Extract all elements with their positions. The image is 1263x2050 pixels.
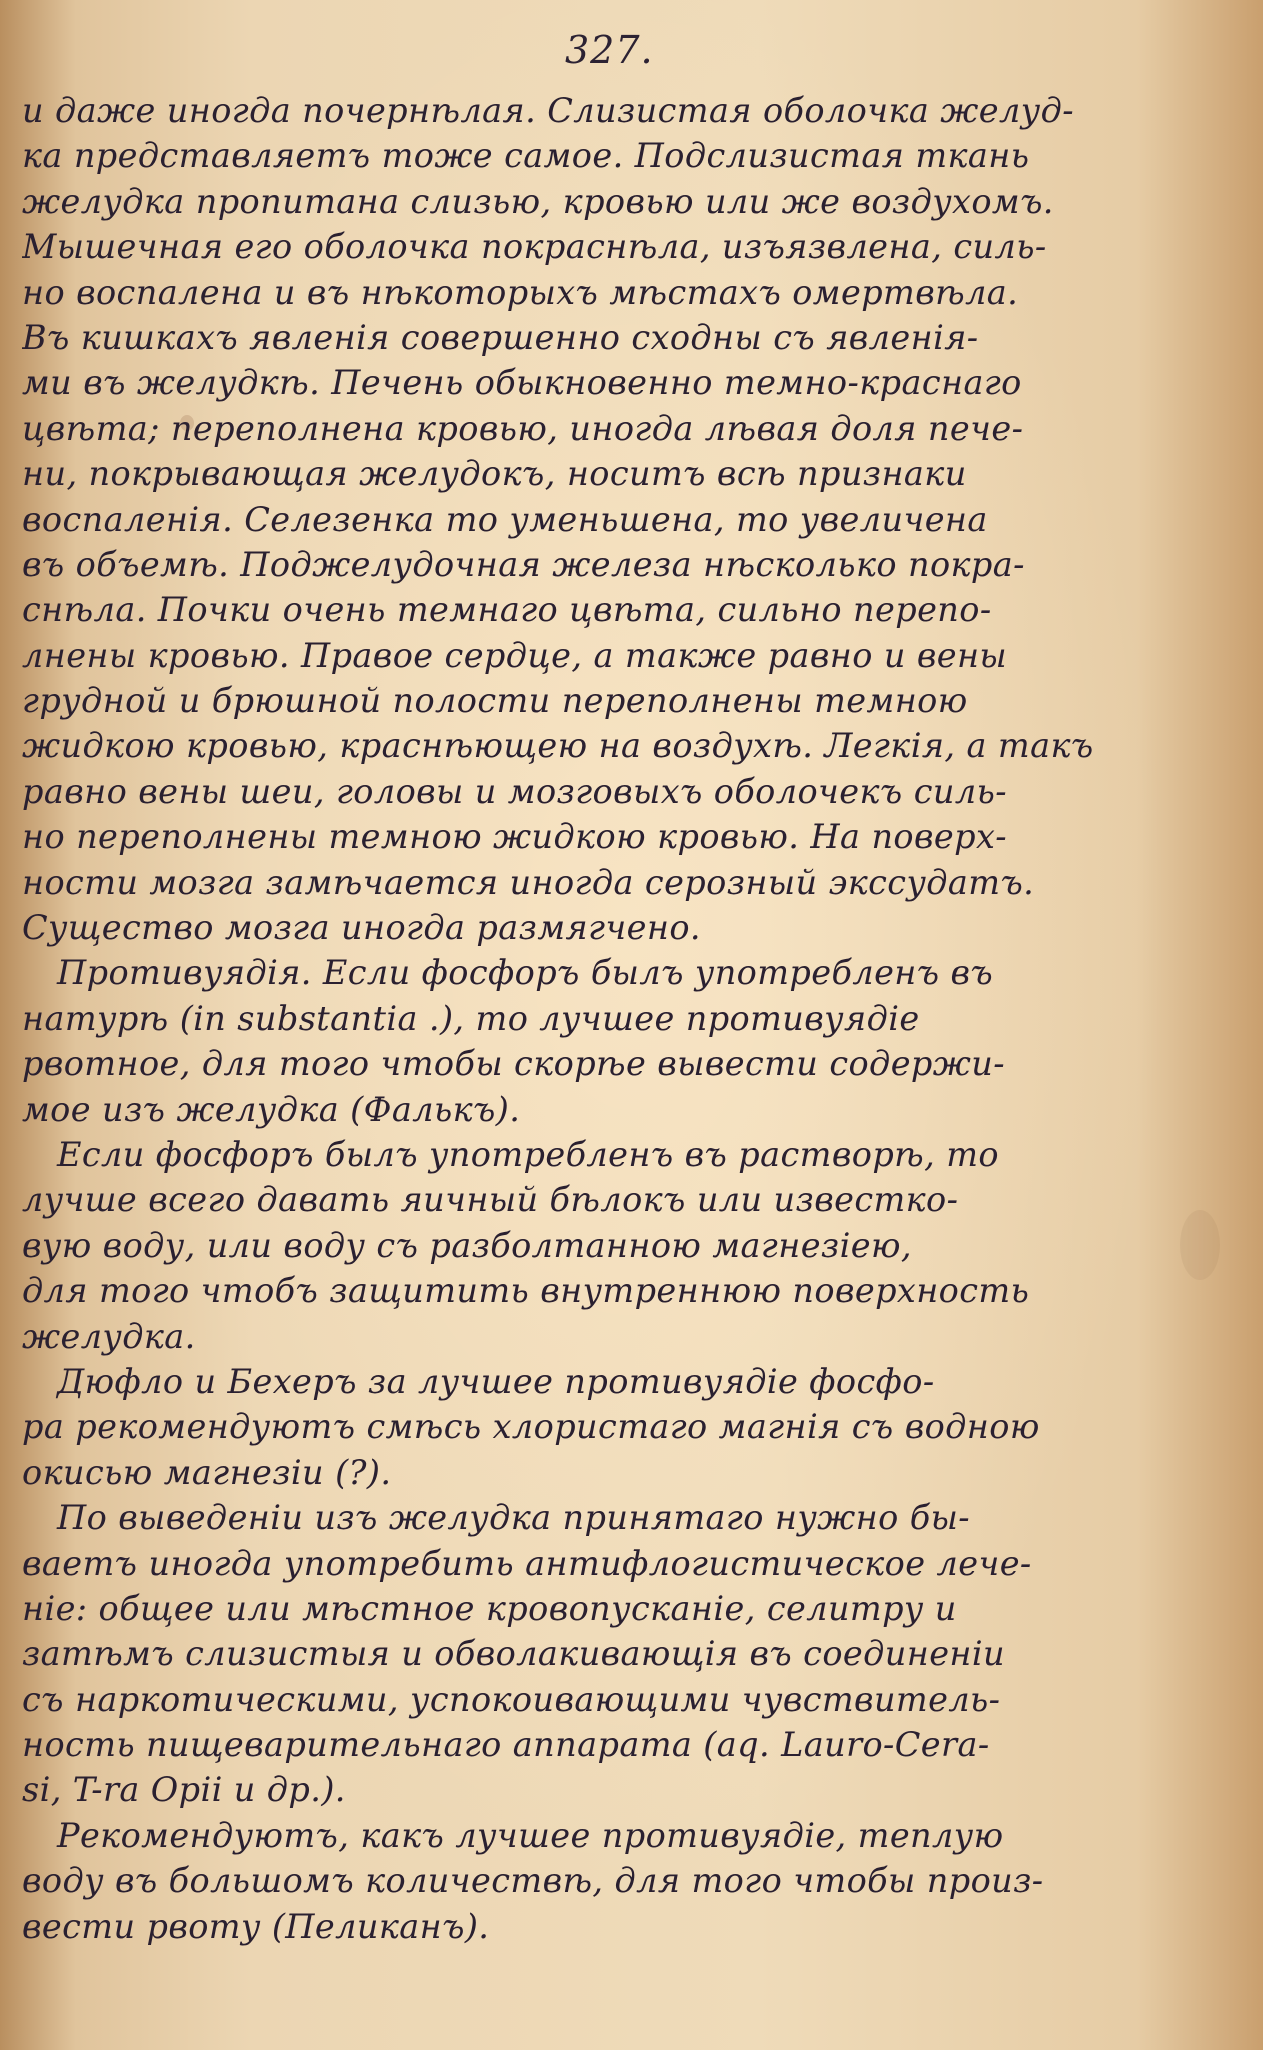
text-line: желудка. [22, 1316, 196, 1356]
text-line: ка представляетъ тоже самое. Подслизистая ткань [22, 136, 1030, 176]
text-line: ность пищеварительнаго аппарата (aq. Lauro-Cera- [22, 1725, 990, 1765]
text-line: вести рвоту (Пеликанъ). [22, 1906, 490, 1946]
text-line: Въ кишкахъ явленія совершенно сходны съ явленія- [22, 317, 979, 357]
text-line: но воспалена и въ нѣкоторыхъ мѣстахъ омертвѣла. [22, 272, 1019, 312]
text-line: ра рекомендуютъ смѣсь хлористаго магнія съ водною [22, 1407, 1040, 1447]
text-line: грудной и брюшной полости переполнены темною [22, 681, 968, 721]
text-line: равно вены шеи, головы и мозговыхъ оболочекъ силь- [22, 771, 1007, 811]
text-line: воду въ большомъ количествѣ, для того чтобы произ- [22, 1861, 1044, 1901]
text-line: съ наркотическими, успокоивающими чувствитель- [22, 1679, 1001, 1719]
text-line: вую воду, или воду съ разболтанною магнезіею, [22, 1225, 912, 1265]
text-line: Мышечная его оболочка покраснѣла, изъязвлена, силь- [22, 227, 1047, 267]
manuscript-text [22, 88, 1212, 2018]
text-line: въ объемѣ. Поджелудочная железа нѣсколько покра- [22, 544, 1025, 584]
text-line: но переполнены темною жидкою кровью. На поверх- [22, 817, 1007, 857]
page-number: 327. [565, 28, 654, 72]
text-line: Дюфло и Бехеръ за лучшее противуядіе фосфо- [57, 1361, 935, 1401]
text-line: По выведеніи изъ желудка принятаго нужно бы- [57, 1498, 970, 1538]
text-line: мое изъ желудка (Фалькъ). [22, 1089, 521, 1129]
text-line: ни, покрывающая желудокъ, носитъ всѣ признаки [22, 454, 967, 494]
text-line: ми въ желудкѣ. Печень обыкновенно темно-краснаго [22, 363, 1022, 403]
text-line: желудка пропитана слизью, кровью или же воздухомъ. [22, 181, 1054, 221]
text-line: затѣмъ слизистыя и обволакивающія въ соединеніи [22, 1634, 1005, 1674]
text-line: для того чтобъ защитить внутреннюю поверхность [22, 1271, 1030, 1311]
text-line: окисью магнезіи (?). [22, 1452, 392, 1492]
text-line: лучше всего давать яичный бѣлокъ или известко- [22, 1180, 959, 1220]
text-line: воспаленія. Селезенка то уменьшена, то увеличена [22, 499, 988, 539]
text-line: снѣла. Почки очень темнаго цвѣта, сильно перепо- [22, 590, 992, 630]
text-line: si, T-ra Opii и др.). [22, 1770, 346, 1810]
text-line: ніе: общее или мѣстное кровопусканіе, селитру и [22, 1588, 957, 1628]
text-line: рвотное, для того чтобы скорѣе вывести содержи- [22, 1044, 1005, 1084]
text-line: натурѣ (in substantia .), то лучшее противуядіе [22, 998, 920, 1038]
text-line: и даже иногда почернѣлая. Слизистая оболочка желуд- [22, 91, 1074, 130]
text-line: жидкою кровью, краснѣющею на воздухѣ. Легкія, а такъ [22, 726, 1094, 766]
text-line: лнены кровью. Правое сердце, а также равно и вены [22, 635, 1008, 675]
text-line: Если фосфоръ былъ употребленъ въ растворѣ, то [57, 1134, 999, 1174]
text-line: Рекомендуютъ, какъ лучшее противуядіе, теплую [57, 1815, 1004, 1855]
text-line: цвѣта; переполнена кровью, иногда лѣвая доля пече- [22, 408, 1024, 448]
text-line: Существо мозга иногда размягчено. [22, 908, 701, 948]
text-line: ности мозга замѣчается иногда серозный экссудатъ. [22, 862, 1035, 902]
text-line: ваетъ иногда употребить антифлогистическое лече- [22, 1543, 1032, 1583]
section-heading-line: Противуядія. Если фосфоръ былъ употребленъ въ [57, 953, 994, 993]
